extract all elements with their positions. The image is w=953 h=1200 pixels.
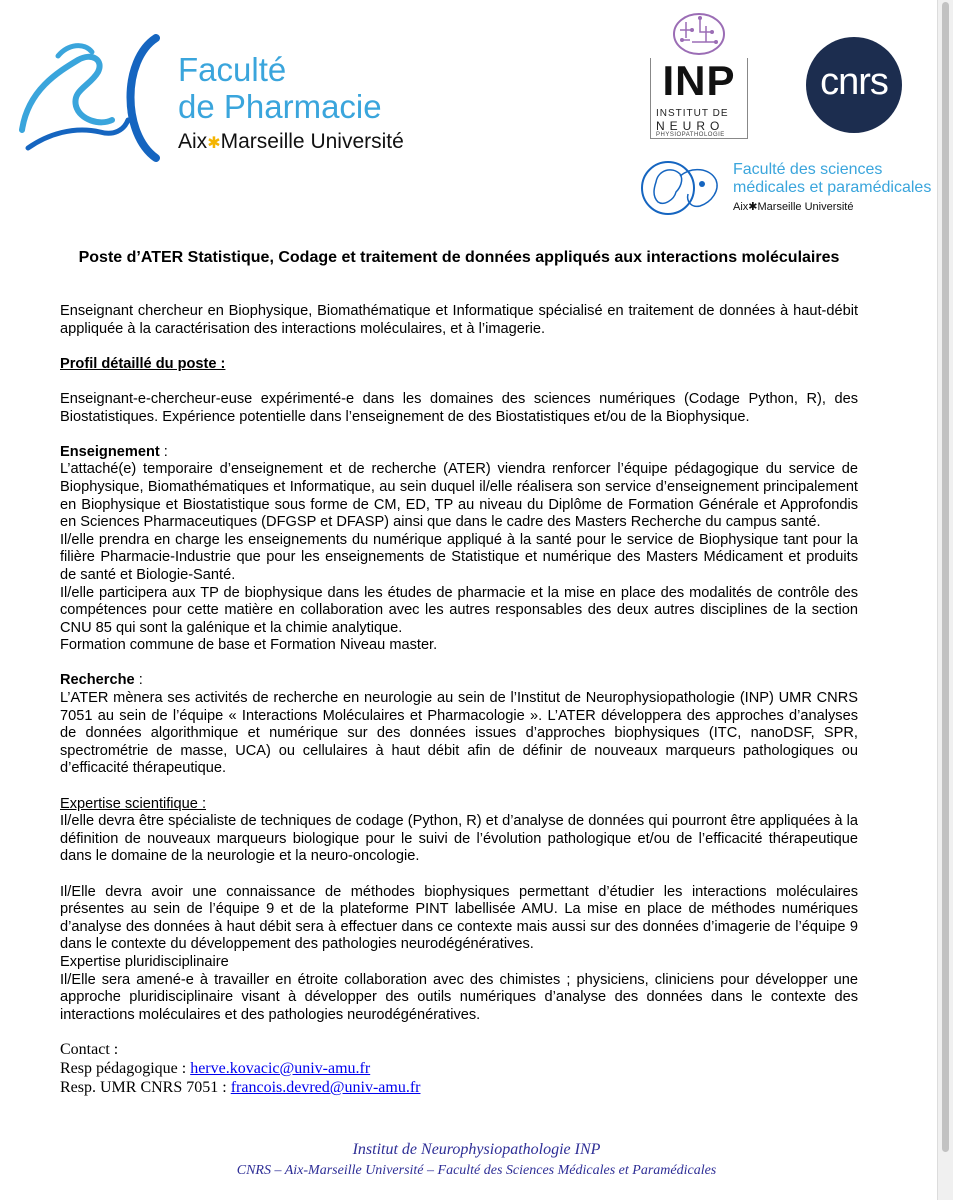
pluridisciplinaire-heading: Expertise pluridisciplinaire (60, 953, 229, 970)
faculte-pharmacie-logo (18, 30, 438, 170)
pharmacie-logo-line3: Aix✱Marseille Université (178, 130, 404, 153)
intro-paragraph: Enseignant chercheur en Biophysique, Biomathématique et Informatique spécialisé en traitement de données à haut-débit appliquée à la caractérisation des interactions moléculaires, et à l’imagerie. (60, 303, 858, 337)
inp-title: INP (662, 57, 736, 104)
faculte-sciences-medicales-logo (640, 152, 940, 222)
contact-section (60, 1040, 660, 1097)
footer-line1: Institut de Neurophysiopathologie INP (352, 1141, 601, 1158)
expertise-paragraph-1: Il/elle devra être spécialiste de techniques de codage (Python, R) et d’analyse de données qui pourront être appliquées à la définition de nouveaux marqueurs biologique pour le suivi de l’évolution pathologique et/ou de l’efficacité thérapeutique dans le domaine de la neurologie et la neuro-oncologie. (60, 813, 858, 865)
inp-subtitle-1: INSTITUT DE (656, 108, 729, 119)
contact-resp-umr: Resp. UMR CNRS 7051 : francois.devred@univ-amu.fr (60, 1079, 421, 1096)
fsm-logo-line2: médicales et paramédicales (733, 179, 932, 196)
brain-icon (672, 12, 726, 60)
vertical-scrollbar[interactable] (937, 0, 953, 1200)
footer-line2: CNRS – Aix-Marseille Université – Faculté des Sciences Médicales et Paramédicales (236, 1163, 717, 1178)
enseignement-paragraph-4: Formation commune de base et Formation Niveau master. (60, 637, 438, 654)
resp-pedagogique-email-link[interactable]: herve.kovacic@univ-amu.fr (190, 1060, 371, 1077)
inp-subtitle-3: PHYSIOPATHOLOGIE (656, 132, 725, 138)
pluridisciplinaire-paragraph: Il/Elle sera amené-e à travailler en étroite collaboration avec des chimistes ; physiciens, cliniciens pour développer une approche pluridisciplinaire visant à développer des outils numériques d’analyse des données dans le contexte des interactions moléculaires et des pathologies neurodégénératives. (60, 971, 858, 1023)
fsm-logo-line1: Faculté des sciences (733, 161, 883, 178)
document-body: Enseignant chercheur en Biophysique, Biomathématique et Informatique spécialisé en traitement de données à haut-débit appliquée à la caractérisation des interactions moléculaires, et à l’imagerie. Profil détaillé du poste : Enseignant-e-chercheur-euse expérimenté-e dans les domaines des sciences numériques (Codage Python, R), des Biostatistiques. Expérience potentielle dans l’enseignement de des Biostatistiques et/ou de la Biophysique. Enseignement : L’attaché(e) temporaire d’enseignement et de recherche (ATER) viendra renforcer l’équipe pédagogique du service de Biophysique, Biomathématiques et Informatique, au sein duquel il/elle réalisera son service d’enseignement principalement en Biophysique et Biostatistique sous forme de CM, ED, TP au niveau du Diplôme de Formation Générale et Approfondis en Sciences Pharmaceutiques (DFGSP et DFASP) ainsi que dans le cadre des Masters Recherche du campus santé. Il/elle prendra en charge les enseignements du numérique appliqué à la santé pour le service de Biophysique tant pour la filière Pharmacie-Industrie que pour les enseignements de Statistique et numérique des Masters Médicament et produits de santé et Biologie-Santé. Il/elle participera aux TP de biophysique dans les études de pharmacie et la mise en place des modalités de contrôle des compétences pour cette matière en collaboration avec les autres responsables des deux autres disciplines de la section CNU 85 qui sont la galénique et la chimie analytique. Formation commune de base et Formation Niveau master. Recherche : L’ATER mènera ses activités de recherche en neurologie au sein de l’Institut de Neurophysiopathologie (INP) UMR CNRS 7051 au sein de l’équipe « Interactions Moléculaires et Pharmacologie ». L’ATER développera des approches d’analyses de données algorithmique et numérique sur des données issues d’approches biophysiques (ITC, nanoDSF, SPR, spectrométrie de masse, UCA) ou cellulaires à haut débit afin de définir de nouveaux marqueurs pathologiques ou d’efficacité thérapeutique. Expertise scientifique : Il/elle devra être spécialiste de techniques de codage (Python, R) et d’analyse de données qui pourront être appliquées à la définition de nouveaux marqueurs biologique pour le suivi de l’évolution pathologique et/ou de l’efficacité thérapeutique dans le domaine de la neurologie et la neuro-oncologie. Il/Elle devra avoir une connaissance de méthodes biophysiques permettant d’étudier les interactions moléculaires présentes au sein de l’équipe 9 et de la plateforme PINT labellisée AMU. La mise en place de méthodes numériques d’analyse des données à haut débit sera à effectuer dans ce contexte mais aussi sur des données d’imagerie de l’équipe 9 dans le contexte du développement des pathologies neurodégénératives. Expertise pluridisciplinaire Il/Elle sera amené-e à travailler en étroite collaboration avec des chimistes ; physiciens, cliniciens pour développer une approche pluridisciplinaire visant à développer des outils numériques d’analyse des données dans le contexte des interactions moléculaires et des pathologies neurodégénératives. (60, 303, 858, 1023)
recherche-paragraph: L’ATER mènera ses activités de recherche en neurologie au sein de l’Institut de Neurophysiopathologie (INP) UMR CNRS 7051 au sein de l’équipe « Interactions Moléculaires et Pharmacologie ». L’ATER développera des approches d’analyses de données algorithmique et numérique sur des données issues d’approches biophysiques (ITC, nanoDSF, SPR, spectrométrie de masse, UCA) ou cellulaires à haut débit afin de définir de nouveaux marqueurs pathologiques ou d’efficacité thérapeutique. (60, 690, 858, 777)
cnrs-logo-text: cnrs (820, 61, 888, 103)
inp-logo (650, 12, 748, 140)
scrollbar-thumb[interactable] (942, 2, 949, 1152)
inp-subtitle-2: NEURO (656, 119, 725, 133)
profil-paragraph: Enseignant-e-chercheur-euse expérimenté-e dans les domaines des sciences numériques (Codage Python, R), des Biostatistiques. Expérience potentielle dans l’enseignement de des Biostatistiques et/ou de la Biophysique. (60, 390, 858, 425)
pharmacie-logo-line2: de Pharmacie (178, 88, 382, 125)
contact-resp-pedagogique: Resp pédagogique : herve.kovacic@univ-amu.fr (60, 1060, 371, 1077)
amu-star-icon: ✱ (207, 135, 221, 152)
hippocrates-portrait-icon (640, 152, 730, 222)
recherche-heading: Recherche (60, 672, 135, 689)
document-title: Poste d’ATER Statistique, Codage et traitement de données appliqués aux interactions moléculaires (78, 249, 840, 266)
pharmacie-logo-line1: Faculté (178, 51, 287, 88)
expertise-heading: Expertise scientifique : (60, 795, 207, 812)
enseignement-paragraph-3: Il/elle participera aux TP de biophysique dans les études de pharmacie et la mise en place des modalités de contrôle des compétences pour cette matière en collaboration avec les autres responsables des deux autres disciplines de la section CNU 85 qui sont la galénique et la chimie analytique. (60, 584, 858, 636)
profil-heading: Profil détaillé du poste : (60, 355, 226, 372)
resp-umr-email-link[interactable]: francois.devred@univ-amu.fr (230, 1079, 421, 1096)
contact-heading: Contact : (60, 1041, 119, 1058)
enseignement-paragraph-1: L’attaché(e) temporaire d’enseignement et de recherche (ATER) viendra renforcer l’équipe pédagogique du service de Biophysique, Biomathématiques et Informatique, au sein duquel il/elle réalisera son service d’enseignement principalement en Biophysique et Biostatistique sous forme de CM, ED, TP au niveau du Diplôme de Formation Générale et Approfondis en Sciences Pharmaceutiques (DFGSP et DFASP) ainsi que dans le cadre des Masters Recherche du campus santé. (60, 461, 858, 531)
cnrs-logo (806, 37, 902, 133)
enseignement-paragraph-2: Il/elle prendra en charge les enseignements du numérique appliqué à la santé pour le service de Biophysique tant pour la filière Pharmacie-Industrie que pour les enseignements de Statistique et numérique des Masters Médicament et produits de santé et Biologie-Santé. (60, 531, 858, 583)
fsm-logo-line3: Aix✱Marseille Université (733, 201, 854, 213)
pharmacie-emblem-icon (18, 30, 178, 165)
enseignement-heading: Enseignement (60, 443, 160, 460)
page-footer (0, 1140, 953, 1180)
expertise-paragraph-2: Il/Elle devra avoir une connaissance de méthodes biophysiques permettant d’étudier les interactions moléculaires présentes au sein de l’équipe 9 et de la plateforme PINT labellisée AMU. La mise en place de méthodes numériques d’analyse des données à haut débit sera à effectuer dans ce contexte mais aussi sur des données d’imagerie de l’équipe 9 dans le contexte du développement des pathologies neurodégénératives. (60, 883, 858, 953)
